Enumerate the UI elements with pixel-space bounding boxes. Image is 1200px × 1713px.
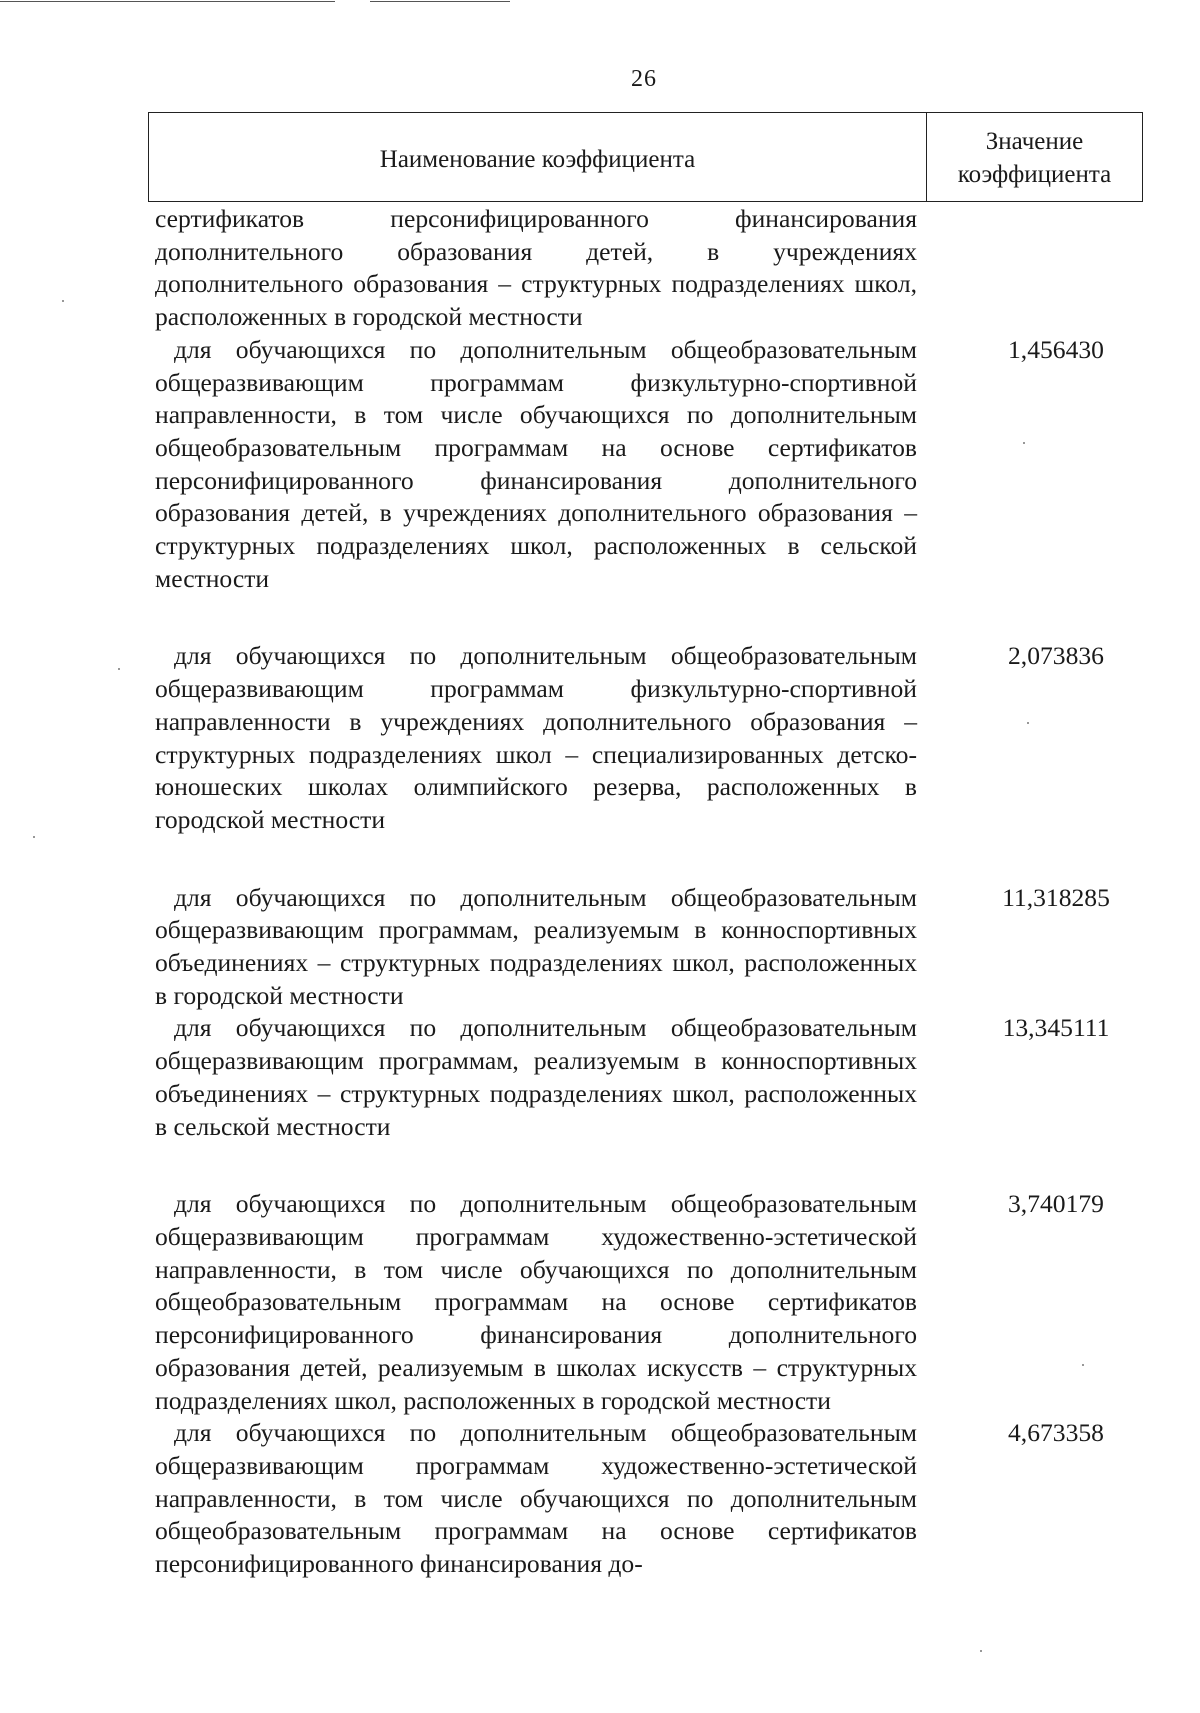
- scan-artifact: [370, 1, 510, 2]
- scan-speck: [62, 300, 64, 302]
- coefficient-name: для обучающихся по дополнительным общеобразовательным общеразвивающим программам, реализуемым в конноспортивных объединениях – структурных подразделениях школ, расположенных в сельской местности: [155, 1013, 917, 1141]
- scan-speck: [118, 668, 120, 670]
- table-body: [155, 203, 1155, 1581]
- header-coefficient-name: Наименование коэффициента: [149, 113, 927, 201]
- table-row: [155, 203, 1155, 334]
- coefficient-value: 1,456430: [1008, 334, 1104, 364]
- table-row: [155, 1012, 1155, 1143]
- coefficient-name: для обучающихся по дополнительным общеобразовательным общеразвивающим программам художественно-эстетической направленности, в том числе обучающихся по дополнительным общеобразовательным программам на основе сертификатов персонифицированного финансирования дополнительного образования детей, реализуемым в школах искусств – структурных подразделениях школ, расположенных в городской местности: [155, 1189, 917, 1415]
- table-row: [155, 882, 1155, 1013]
- table-row: [155, 1188, 1155, 1417]
- coefficient-name: для обучающихся по дополнительным общеобразовательным общеразвивающим программам, реализуемым в конноспортивных объединениях – структурных подразделениях школ, расположенных в городской местности: [155, 882, 917, 1010]
- coefficient-value: 13,345111: [1002, 1013, 1110, 1043]
- coefficient-name: для обучающихся по дополнительным общеобразовательным общеразвивающим программам физкультурно-спортивной направленности в учреждениях дополнительного образования – структурных подразделениях школ – специализированных детско-юношеских школах олимпийского резерва, расположенных в городской местности: [155, 641, 917, 834]
- coefficient-name: сертификатов персонифицированного финансирования дополнительного образования детей, в учреждениях дополнительного образования – структурных подразделениях школ, расположенных в городской местности: [155, 204, 917, 332]
- coefficient-value: 4,673358: [1008, 1418, 1104, 1448]
- header-value-line1: Значение: [985, 128, 1084, 155]
- coefficient-value: 2,073836: [1008, 641, 1104, 671]
- table-row: [155, 1417, 1155, 1581]
- coefficient-value: 3,740179: [1008, 1189, 1104, 1219]
- coefficient-name: для обучающихся по дополнительным общеобразовательным общеразвивающим программам физкультурно-спортивной направленности, в том числе обучающихся по дополнительным общеобразовательным программам на основе сертификатов персонифицированного финансирования дополнительного образования детей, в учреждениях дополнительного образования – структурных подразделениях школ, расположенных в сельской местности: [155, 334, 917, 593]
- table-row: [155, 334, 1155, 596]
- page-number: 26: [631, 66, 657, 92]
- coefficient-name: для обучающихся по дополнительным общеобразовательным общеразвивающим программам художественно-эстетической направленности, в том числе обучающихся по дополнительным общеобразовательным программам на основе сертификатов персонифицированного финансирования до-: [155, 1418, 917, 1579]
- scan-speck: [33, 836, 35, 838]
- header-value-line2: коэффициента: [957, 161, 1112, 188]
- scan-artifact: [0, 1, 335, 2]
- header-coefficient-value: [927, 113, 1142, 201]
- table-row: [155, 640, 1155, 836]
- table-header: [148, 112, 1143, 202]
- coefficient-value: 11,318285: [1002, 882, 1110, 912]
- scan-speck: [980, 1650, 982, 1652]
